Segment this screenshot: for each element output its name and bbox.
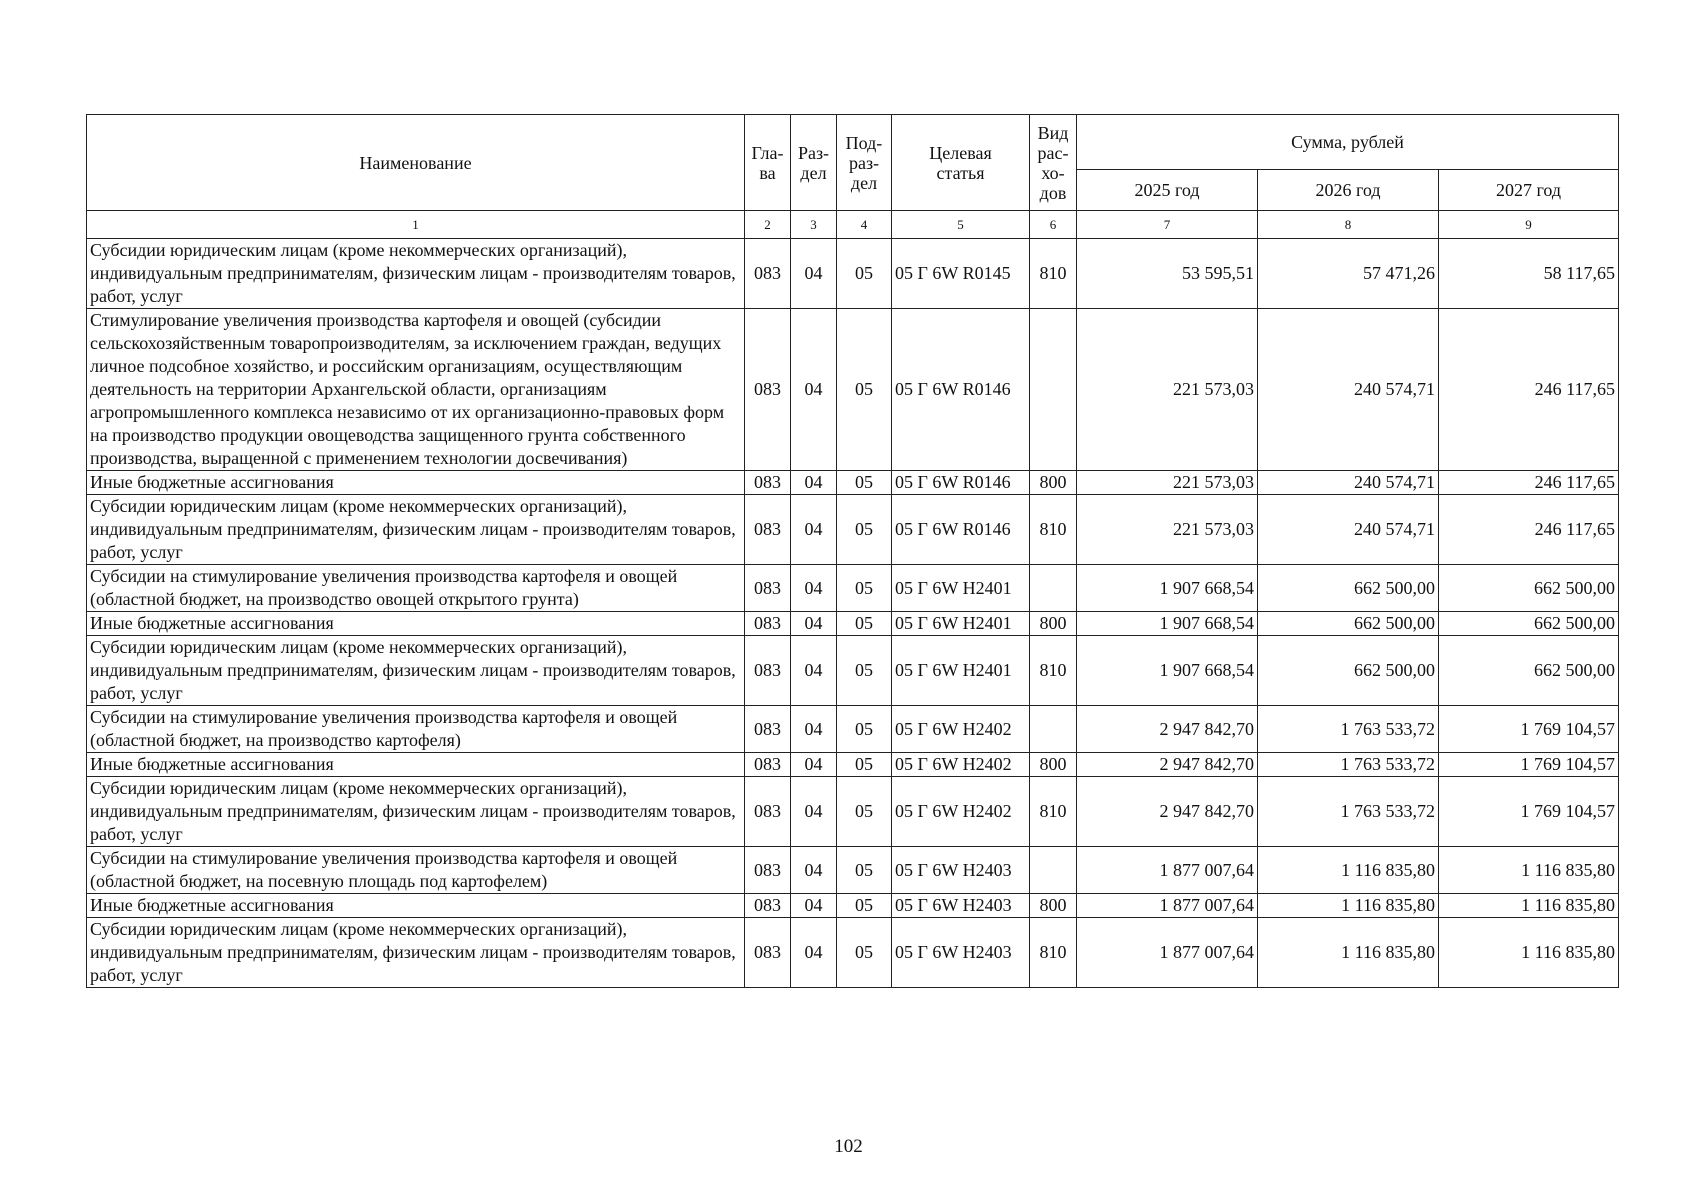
- row-sum-2027: 246 117,65: [1439, 309, 1619, 471]
- row-expense-type: [1030, 309, 1077, 471]
- header-year-2025: 2025 год: [1077, 170, 1258, 211]
- row-section: 04: [791, 777, 837, 847]
- row-name: Стимулирование увеличения производства картофеля и овощей (субсидии сельскохозяйственным товаропроизводителям, за исключением граждан, ведущих личное подсобное хозяйство, и российским организациям, осуществляющим деятельность на территории Архангельской области, организациям агропромышленного комплекса независимо от их организационно-правовых форм на производство продукции овощеводства защищенного грунта собственного производства, выращенной с применением технологии досвечивания): [87, 309, 745, 471]
- table-row: [87, 706, 1619, 753]
- row-expense-type: [1030, 847, 1077, 894]
- row-sum-2025: 1 877 007,64: [1077, 918, 1258, 988]
- row-subsection: 05: [837, 894, 892, 918]
- row-sum-2026: 240 574,71: [1258, 495, 1439, 565]
- row-chapter: 083: [745, 471, 791, 495]
- header-year-2026: 2026 год: [1258, 170, 1439, 211]
- row-section: 04: [791, 495, 837, 565]
- row-name: Субсидии на стимулирование увеличения производства картофеля и овощей (областной бюджет, на производство картофеля): [87, 706, 745, 753]
- row-subsection: 05: [837, 706, 892, 753]
- row-expense-type: [1030, 565, 1077, 612]
- row-chapter: 083: [745, 636, 791, 706]
- row-name: Иные бюджетные ассигнования: [87, 471, 745, 495]
- row-target: 05 Г 6W R0146: [892, 471, 1030, 495]
- row-sum-2027: 662 500,00: [1439, 565, 1619, 612]
- row-name: Субсидии юридическим лицам (кроме некоммерческих организаций), индивидуальным предпринимателям, физическим лицам - производителям товаров, работ, услуг: [87, 918, 745, 988]
- row-sum-2027: 1 769 104,57: [1439, 777, 1619, 847]
- row-name: Субсидии юридическим лицам (кроме некоммерческих организаций), индивидуальным предпринимателям, физическим лицам - производителям товаров, работ, услуг: [87, 239, 745, 309]
- row-section: 04: [791, 239, 837, 309]
- row-target: 05 Г 6W Н2403: [892, 847, 1030, 894]
- row-subsection: 05: [837, 612, 892, 636]
- row-sum-2025: 221 573,03: [1077, 495, 1258, 565]
- row-subsection: 05: [837, 777, 892, 847]
- table-row: [87, 565, 1619, 612]
- row-expense-type: 810: [1030, 777, 1077, 847]
- header-target: Целевая статья: [892, 115, 1030, 211]
- row-sum-2027: 1 116 835,80: [1439, 847, 1619, 894]
- row-chapter: 083: [745, 918, 791, 988]
- row-subsection: 05: [837, 471, 892, 495]
- row-expense-type: 800: [1030, 612, 1077, 636]
- column-number: 7: [1077, 211, 1258, 239]
- row-subsection: 05: [837, 565, 892, 612]
- table-row: [87, 309, 1619, 471]
- row-sum-2025: 1 907 668,54: [1077, 565, 1258, 612]
- row-section: 04: [791, 565, 837, 612]
- header-sum: Сумма, рублей: [1077, 115, 1619, 170]
- row-section: 04: [791, 894, 837, 918]
- row-name: Субсидии юридическим лицам (кроме некоммерческих организаций), индивидуальным предпринимателям, физическим лицам - производителям товаров, работ, услуг: [87, 777, 745, 847]
- row-subsection: 05: [837, 918, 892, 988]
- table-row: [87, 777, 1619, 847]
- row-chapter: 083: [745, 777, 791, 847]
- row-target: 05 Г 6W Н2403: [892, 894, 1030, 918]
- row-sum-2025: 2 947 842,70: [1077, 706, 1258, 753]
- column-number: 3: [791, 211, 837, 239]
- row-expense-type: 800: [1030, 471, 1077, 495]
- row-subsection: 05: [837, 309, 892, 471]
- row-name: Иные бюджетные ассигнования: [87, 612, 745, 636]
- table-row: [87, 753, 1619, 777]
- row-sum-2025: 1 877 007,64: [1077, 894, 1258, 918]
- row-sum-2026: 1 116 835,80: [1258, 894, 1439, 918]
- row-target: 05 Г 6W Н2403: [892, 918, 1030, 988]
- row-chapter: 083: [745, 894, 791, 918]
- column-number: 6: [1030, 211, 1077, 239]
- row-target: 05 Г 6W R0146: [892, 495, 1030, 565]
- row-sum-2025: 1 907 668,54: [1077, 612, 1258, 636]
- row-section: 04: [791, 918, 837, 988]
- row-sum-2027: 1 769 104,57: [1439, 706, 1619, 753]
- row-expense-type: 810: [1030, 239, 1077, 309]
- header-year-2027: 2027 год: [1439, 170, 1619, 211]
- row-sum-2027: 246 117,65: [1439, 495, 1619, 565]
- table-row: [87, 636, 1619, 706]
- row-chapter: 083: [745, 565, 791, 612]
- column-number: 2: [745, 211, 791, 239]
- row-sum-2027: 1 116 835,80: [1439, 918, 1619, 988]
- row-sum-2025: 53 595,51: [1077, 239, 1258, 309]
- row-section: 04: [791, 612, 837, 636]
- header-expense-type: Вид рас- хо- дов: [1030, 115, 1077, 211]
- row-target: 05 Г 6W Н2402: [892, 706, 1030, 753]
- row-chapter: 083: [745, 495, 791, 565]
- table-row: [87, 847, 1619, 894]
- table-row: [87, 894, 1619, 918]
- header-subsection: Под- раз- дел: [837, 115, 892, 211]
- row-section: 04: [791, 309, 837, 471]
- row-sum-2026: 240 574,71: [1258, 471, 1439, 495]
- row-expense-type: 810: [1030, 495, 1077, 565]
- column-number: 4: [837, 211, 892, 239]
- row-expense-type: 810: [1030, 918, 1077, 988]
- row-sum-2026: 1 763 533,72: [1258, 777, 1439, 847]
- column-number: 8: [1258, 211, 1439, 239]
- row-subsection: 05: [837, 495, 892, 565]
- row-name: Субсидии юридическим лицам (кроме некоммерческих организаций), индивидуальным предпринимателям, физическим лицам - производителям товаров, работ, услуг: [87, 636, 745, 706]
- table-row: [87, 239, 1619, 309]
- row-chapter: 083: [745, 309, 791, 471]
- column-number: 1: [87, 211, 745, 239]
- row-chapter: 083: [745, 706, 791, 753]
- column-number: 5: [892, 211, 1030, 239]
- row-sum-2026: 662 500,00: [1258, 565, 1439, 612]
- row-sum-2026: 662 500,00: [1258, 636, 1439, 706]
- table-row: [87, 495, 1619, 565]
- row-target: 05 Г 6W Н2402: [892, 753, 1030, 777]
- row-target: 05 Г 6W Н2401: [892, 612, 1030, 636]
- budget-table: [86, 114, 1619, 988]
- row-section: 04: [791, 471, 837, 495]
- row-sum-2025: 221 573,03: [1077, 309, 1258, 471]
- row-chapter: 083: [745, 239, 791, 309]
- table-row: [87, 612, 1619, 636]
- row-expense-type: [1030, 706, 1077, 753]
- row-subsection: 05: [837, 239, 892, 309]
- row-expense-type: 800: [1030, 894, 1077, 918]
- header-chapter: Гла- ва: [745, 115, 791, 211]
- row-sum-2027: 58 117,65: [1439, 239, 1619, 309]
- row-target: 05 Г 6W R0145: [892, 239, 1030, 309]
- row-name: Субсидии на стимулирование увеличения производства картофеля и овощей (областной бюджет, на посевную площадь под картофелем): [87, 847, 745, 894]
- row-subsection: 05: [837, 847, 892, 894]
- column-number: 9: [1439, 211, 1619, 239]
- row-target: 05 Г 6W Н2402: [892, 777, 1030, 847]
- row-sum-2025: 221 573,03: [1077, 471, 1258, 495]
- row-subsection: 05: [837, 753, 892, 777]
- row-sum-2026: 240 574,71: [1258, 309, 1439, 471]
- row-sum-2026: 57 471,26: [1258, 239, 1439, 309]
- row-sum-2025: 1 907 668,54: [1077, 636, 1258, 706]
- row-sum-2027: 1 116 835,80: [1439, 894, 1619, 918]
- row-sum-2025: 1 877 007,64: [1077, 847, 1258, 894]
- row-expense-type: 810: [1030, 636, 1077, 706]
- row-sum-2026: 662 500,00: [1258, 612, 1439, 636]
- row-name: Субсидии юридическим лицам (кроме некоммерческих организаций), индивидуальным предпринимателям, физическим лицам - производителям товаров, работ, услуг: [87, 495, 745, 565]
- row-expense-type: 800: [1030, 753, 1077, 777]
- row-target: 05 Г 6W Н2401: [892, 636, 1030, 706]
- row-target: 05 Г 6W Н2401: [892, 565, 1030, 612]
- row-sum-2025: 2 947 842,70: [1077, 777, 1258, 847]
- table-row: [87, 918, 1619, 988]
- row-sum-2025: 2 947 842,70: [1077, 753, 1258, 777]
- row-sum-2026: 1 116 835,80: [1258, 918, 1439, 988]
- header-section: Раз- дел: [791, 115, 837, 211]
- row-section: 04: [791, 636, 837, 706]
- row-section: 04: [791, 753, 837, 777]
- row-sum-2026: 1 116 835,80: [1258, 847, 1439, 894]
- page-number: 102: [834, 1136, 863, 1157]
- column-number-row: [87, 211, 1619, 239]
- row-name: Иные бюджетные ассигнования: [87, 894, 745, 918]
- row-section: 04: [791, 847, 837, 894]
- row-sum-2026: 1 763 533,72: [1258, 706, 1439, 753]
- row-name: Иные бюджетные ассигнования: [87, 753, 745, 777]
- row-chapter: 083: [745, 847, 791, 894]
- row-sum-2027: 1 769 104,57: [1439, 753, 1619, 777]
- row-subsection: 05: [837, 636, 892, 706]
- row-chapter: 083: [745, 612, 791, 636]
- row-sum-2027: 662 500,00: [1439, 636, 1619, 706]
- row-sum-2026: 1 763 533,72: [1258, 753, 1439, 777]
- row-target: 05 Г 6W R0146: [892, 309, 1030, 471]
- row-sum-2027: 246 117,65: [1439, 471, 1619, 495]
- row-name: Субсидии на стимулирование увеличения производства картофеля и овощей (областной бюджет, на производство овощей открытого грунта): [87, 565, 745, 612]
- row-chapter: 083: [745, 753, 791, 777]
- row-sum-2027: 662 500,00: [1439, 612, 1619, 636]
- table-row: [87, 471, 1619, 495]
- row-section: 04: [791, 706, 837, 753]
- header-name: Наименование: [87, 115, 745, 211]
